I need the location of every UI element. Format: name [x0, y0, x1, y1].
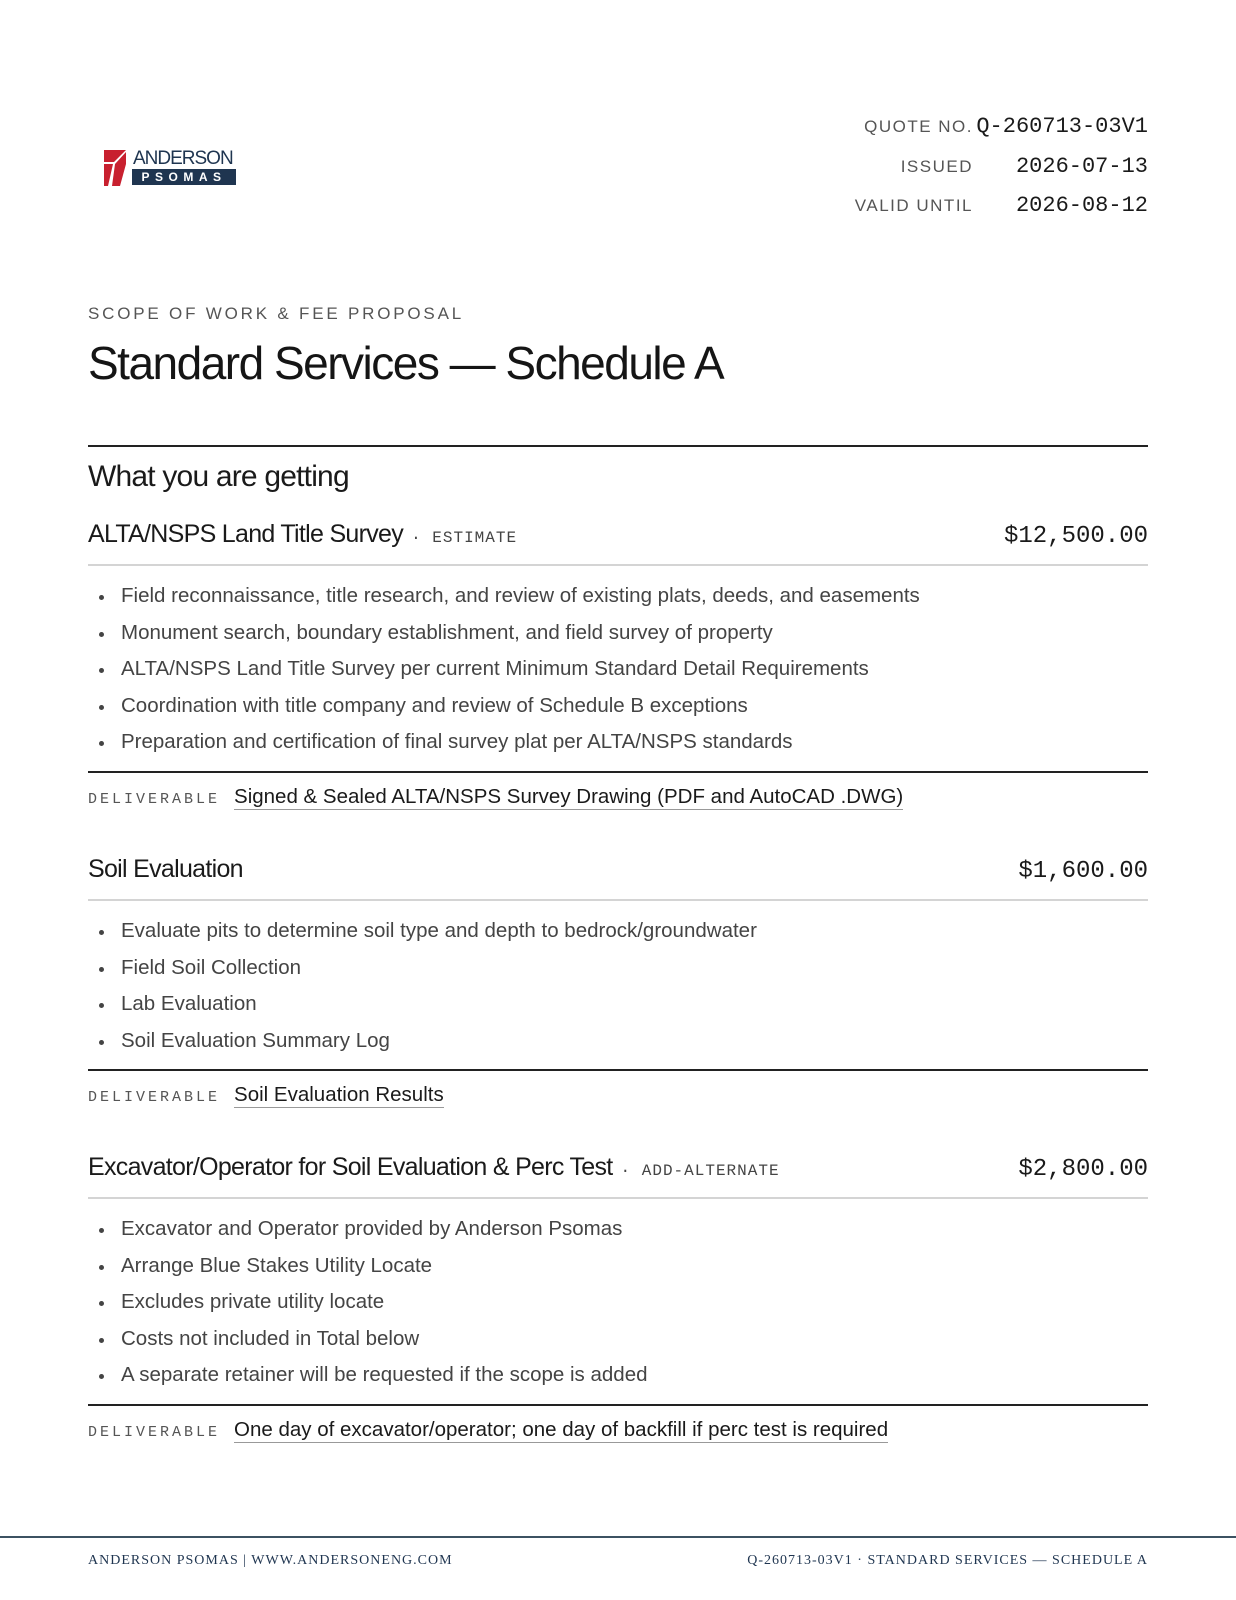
- deliverable-row: [88, 1069, 1148, 1108]
- section-heading: What you are getting: [88, 460, 349, 493]
- deliverable-label: DELIVERABLE: [88, 1089, 221, 1106]
- list-item: Coordination with title company and review of Schedule B exceptions: [88, 688, 1148, 725]
- list-item: Lab Evaluation: [88, 986, 1148, 1023]
- service-soil-evaluation: [88, 855, 1148, 1108]
- page-title: Standard Services — Schedule A: [88, 337, 724, 389]
- list-item: ALTA/NSPS Land Title Survey per current Minimum Standard Detail Requirements: [88, 651, 1148, 688]
- quote-number-row: [855, 114, 1148, 154]
- logo-mark-icon: [104, 150, 130, 186]
- service-scope-list: [88, 901, 1148, 1069]
- list-item: Monument search, boundary establishment, and field survey of property: [88, 615, 1148, 652]
- deliverable-row: [88, 771, 1148, 810]
- list-item: Evaluate pits to determine soil type and depth to bedrock/groundwater: [88, 913, 1148, 950]
- list-item: Arrange Blue Stakes Utility Locate: [88, 1248, 1148, 1285]
- service-scope-list: [88, 566, 1148, 771]
- title-divider: [88, 445, 1148, 447]
- deliverable-label: DELIVERABLE: [88, 1423, 221, 1441]
- list-item: Preparation and certification of final survey plat per ALTA/NSPS standards: [88, 724, 1148, 761]
- service-name: Excavator/Operator for Soil Evaluation & Perc Test: [88, 1153, 613, 1181]
- service-tag: · ESTIMATE: [411, 529, 518, 547]
- footer-document-ref: Q-260713-03V1 · STANDARD SERVICES — SCHEDULE A: [747, 1553, 1148, 1568]
- list-item: Field reconnaissance, title research, and review of existing plats, deeds, and easements: [88, 578, 1148, 615]
- footer-divider: [0, 1536, 1236, 1538]
- service-excavator-operator: [88, 1153, 1148, 1443]
- quote-number: Q-260713-03V1: [976, 114, 1148, 139]
- list-item: A separate retainer will be requested if the scope is added: [88, 1357, 1148, 1394]
- list-item: Costs not included in Total below: [88, 1321, 1148, 1358]
- list-item: Soil Evaluation Summary Log: [88, 1023, 1148, 1060]
- list-item: Excavator and Operator provided by Anderson Psomas: [88, 1211, 1148, 1248]
- issued-label: ISSUED: [900, 156, 973, 176]
- list-item: Field Soil Collection: [88, 950, 1148, 987]
- deliverable-row: [88, 1404, 1148, 1443]
- service-name: ALTA/NSPS Land Title Survey: [88, 520, 404, 548]
- service-header: [88, 855, 1148, 901]
- service-alta-survey: [88, 520, 1148, 810]
- service-header: [88, 1153, 1148, 1199]
- list-item: Excludes private utility locate: [88, 1284, 1148, 1321]
- quote-number-label: QUOTE NO.: [864, 117, 973, 136]
- logo-name-top: ANDERSON: [133, 148, 233, 169]
- quote-meta: [855, 114, 1148, 233]
- valid-until-row: [855, 193, 1148, 233]
- footer-company: ANDERSON PSOMAS | WWW.ANDERSONENG.COM: [88, 1553, 453, 1568]
- service-price: $2,800.00: [1018, 1156, 1148, 1183]
- logo-name-bottom: PSOMAS: [132, 169, 236, 185]
- deliverable-value: Soil Evaluation Results: [234, 1083, 444, 1106]
- service-price: $1,600.00: [1018, 858, 1148, 885]
- issued-row: [855, 154, 1148, 194]
- service-scope-list: [88, 1199, 1148, 1404]
- valid-until-label: VALID UNTIL: [854, 196, 973, 215]
- document-eyebrow: SCOPE OF WORK & FEE PROPOSAL: [88, 304, 464, 323]
- company-logo: [104, 150, 236, 186]
- service-tag: · ADD-ALTERNATE: [620, 1162, 780, 1180]
- issued-date: 2026-07-13: [1015, 153, 1148, 179]
- deliverable-value: One day of excavator/operator; one day of backfill if perc test is required: [234, 1417, 889, 1441]
- valid-until-date: 2026-08-12: [1015, 193, 1148, 218]
- service-name: Soil Evaluation: [88, 855, 243, 883]
- service-header: [88, 520, 1148, 566]
- service-price: $12,500.00: [1003, 523, 1148, 550]
- deliverable-value: Signed & Sealed ALTA/NSPS Survey Drawing (PDF and AutoCAD .DWG): [234, 784, 904, 808]
- deliverable-label: DELIVERABLE: [88, 790, 221, 808]
